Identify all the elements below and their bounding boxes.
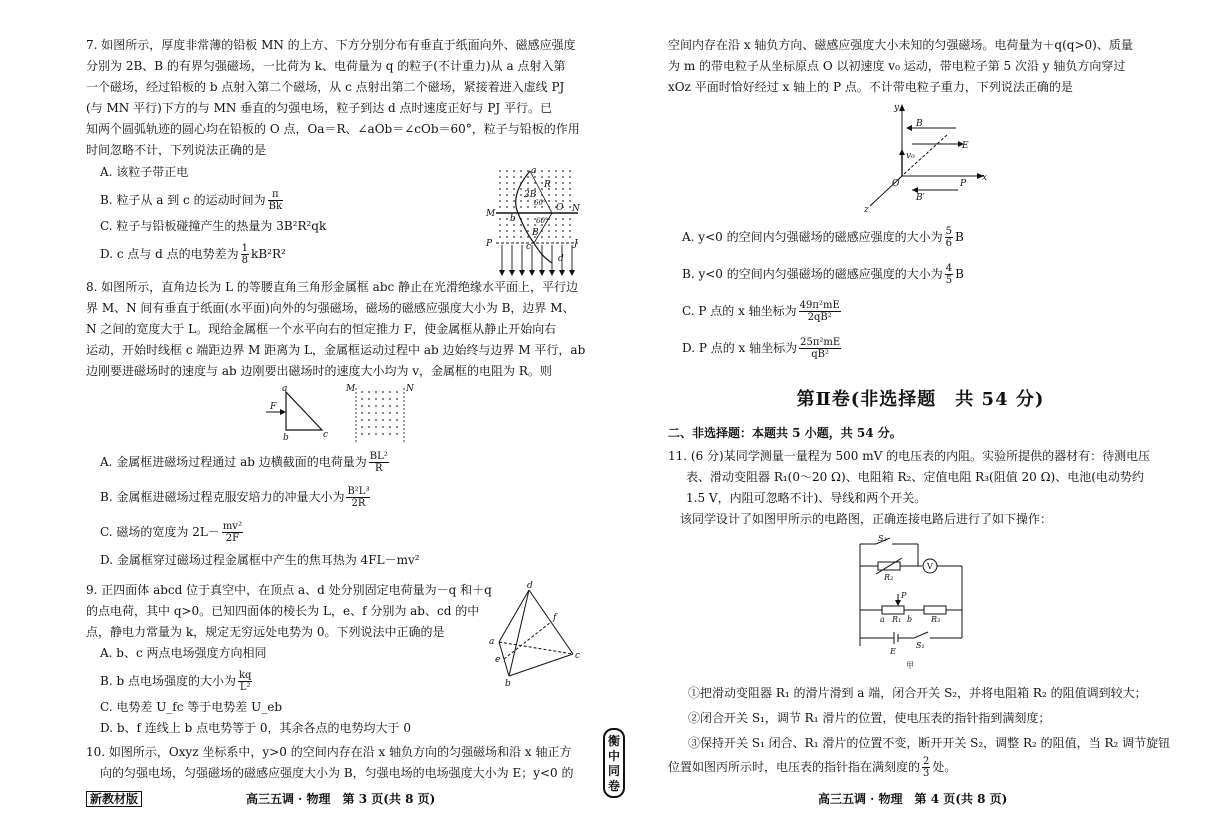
field-dot: [548, 236, 550, 238]
field-dot: [555, 230, 557, 232]
field-dot: [382, 433, 384, 435]
q11-last-text: 位置如图丙所示时，电压表的指针指在满刻度的: [668, 760, 921, 774]
field-dot: [506, 206, 508, 208]
field-dot: [520, 188, 522, 190]
q10-option-a-fraction: [945, 226, 953, 249]
field-dot: [541, 176, 543, 178]
field-dot: [513, 176, 515, 178]
q10-option-c-fraction: [799, 300, 841, 323]
field-dot: [375, 398, 377, 400]
q10-line: 10. 如图所示，Oxyz 坐标系中，y>0 的空间内存在沿 x 轴负方向的匀强磁场和沿 x 轴正方: [86, 745, 572, 759]
field-dot: [520, 236, 522, 238]
field-dot: [569, 230, 571, 232]
field-dot: [527, 170, 529, 172]
q8-option-c-fraction: [222, 521, 243, 544]
field-dot: [569, 200, 571, 202]
field-dot: [506, 218, 508, 220]
field-dot: [389, 398, 391, 400]
fig7-label-2b: 2B: [524, 190, 537, 200]
field-dot: [520, 200, 522, 202]
fig10-label-v0: v₀: [906, 151, 915, 161]
field-dot: [527, 182, 529, 184]
field-dot: [520, 206, 522, 208]
field-dot: [361, 426, 363, 428]
fig7-label-c: c: [526, 242, 532, 252]
fig7-label-b: b: [510, 214, 516, 224]
field-dot: [555, 170, 557, 172]
field-dot: [569, 224, 571, 226]
field-dot: [520, 176, 522, 178]
q7-line: 分别为 2B、B 的有界匀强磁场，一比荷为 k、电荷量为 q 的粒子(不计重力)从 a 点射入第: [86, 59, 566, 73]
fig8-label-a: a: [282, 384, 288, 394]
q9-option-a: A. b、c 两点电场强度方向相同: [100, 646, 267, 660]
field-dot: [368, 419, 370, 421]
field-dot: [555, 188, 557, 190]
numerator: 5: [945, 226, 952, 237]
field-dot: [513, 200, 515, 202]
q8-line: 边刚要进磁场时的速度与 ab 边刚要出磁场时的速度大小均为 v，金属框的电阻为 R。则: [86, 364, 552, 378]
field-dot: [562, 236, 564, 238]
field-dot: [569, 170, 571, 172]
field-dot: [506, 194, 508, 196]
field-dot: [527, 200, 529, 202]
q8-line: 运动，开始时线框 c 端距边界 M 距离为 L，金属框运动过程中 ab 边始终与边界 M 平行，ab: [86, 343, 586, 357]
field-dot: [513, 188, 515, 190]
fig9-label-e: e: [495, 655, 501, 665]
circuit-label-p: P: [901, 591, 907, 600]
q11-last-fraction: [922, 756, 930, 779]
field-dot: [506, 188, 508, 190]
field-dot: [396, 405, 398, 407]
field-dot: [513, 194, 515, 196]
denominator: 5: [945, 275, 953, 286]
circuit-label-b: b: [907, 615, 913, 624]
numerator: 4: [945, 263, 953, 274]
field-dot: [382, 405, 384, 407]
fig7-label-b-field: B: [532, 228, 539, 238]
field-dot: [375, 419, 377, 421]
field-dot: [541, 182, 543, 184]
q8-figure: [260, 382, 420, 444]
field-dot: [520, 230, 522, 232]
question-10: [86, 742, 586, 784]
section-title: 第Ⅱ卷(非选择题 共 54 分): [796, 389, 1045, 410]
field-dot: [396, 398, 398, 400]
publisher-seal: [603, 728, 625, 798]
field-dot: [534, 176, 536, 178]
field-dot: [513, 230, 515, 232]
voltmeter-label: V: [927, 562, 933, 571]
fig10-label-b: B: [916, 119, 923, 129]
field-dot: [555, 200, 557, 202]
q9-option-b-fraction: [238, 670, 252, 693]
fig8-label-c: c: [323, 430, 329, 440]
q10-option-c-text: C. P 点的 x 轴坐标为: [682, 304, 797, 318]
field-dot: [361, 405, 363, 407]
field-dot: [389, 419, 391, 421]
field-dots: [361, 391, 398, 435]
field-dot: [368, 405, 370, 407]
q10-cont-line: 为 m 的带电粒子从坐标原点 O 以初速度 v₀ 运动，带电粒子第 5 次沿 y 轴负方向穿过: [668, 59, 1126, 73]
denominator: 2F: [225, 533, 240, 544]
field-dot: [520, 224, 522, 226]
q7-line: 一个磁场，经过铅板的 b 点射入第二个磁场，从 c 点射出第二个磁场，紧接着进入虚线 PJ: [86, 80, 565, 94]
field-dot: [361, 398, 363, 400]
q9-tetrahedron-figure: [485, 580, 585, 688]
q10-option-b-suffix: B: [955, 267, 964, 281]
q7-option-a: A. 该粒子带正电: [100, 165, 189, 179]
field-dot: [361, 412, 363, 414]
numerator: 2: [923, 756, 930, 767]
field-dot: [548, 170, 550, 172]
field-dot: [389, 412, 391, 414]
field-dot: [520, 170, 522, 172]
field-dot: [396, 412, 398, 414]
field-dot: [499, 224, 501, 226]
field-dot: [555, 194, 557, 196]
field-dot: [499, 194, 501, 196]
q8-option-d: D. 金属框穿过磁场过程金属框中产生的焦耳热为 4FL－mv²: [100, 553, 420, 567]
fig10-label-z: z: [864, 205, 869, 214]
field-dot: [396, 419, 398, 421]
field-dot: [569, 182, 571, 184]
field-dot: [499, 230, 501, 232]
field-dot: [541, 188, 543, 190]
q7-option-d-fraction: [241, 243, 249, 266]
field-dot: [562, 200, 564, 202]
q11-last-line: [668, 756, 1173, 779]
q8-option-c-text: C. 磁场的宽度为 2L－: [100, 525, 220, 539]
fig10-label-x: x: [982, 173, 988, 183]
numerator: 1: [241, 243, 249, 254]
q10-option-c: [682, 300, 1187, 323]
fig10-label-y: y: [894, 103, 900, 113]
q11-step-2: ②闭合开关 S₁，调节 R₁ 滑片的位置，使电压表的指针指到满刻度；: [688, 711, 1051, 725]
fig9-label-a: a: [489, 637, 495, 647]
q8-option-b-text: B. 金属框进磁场过程克服安培力的冲量大小为: [100, 490, 345, 504]
q10-option-a: [682, 226, 1187, 249]
field-dot: [527, 224, 529, 226]
q10-cont-line: xOz 平面时恰好经过 x 轴上的 P 点。不计带电粒子重力，下列说法正确的是: [668, 80, 1073, 94]
field-dot: [569, 218, 571, 220]
denominator: 2R: [351, 498, 366, 509]
field-dot: [375, 412, 377, 414]
field-dot: [375, 405, 377, 407]
field-dot: [541, 236, 543, 238]
q8-options: [100, 451, 600, 571]
field-dot: [555, 176, 557, 178]
field-dot: [541, 170, 543, 172]
field-dot: [562, 218, 564, 220]
circuit-label-s1: S₁: [916, 641, 925, 650]
field-dot: [513, 170, 515, 172]
fig8-label-n: N: [406, 384, 414, 394]
field-dot: [513, 182, 515, 184]
field-dot: [368, 391, 370, 393]
circuit-caption: 甲: [906, 661, 914, 670]
field-dot: [506, 182, 508, 184]
q9-option-d: D. b、f 连线上 b 点电势等于 0，其余各点的电势均大于 0: [100, 721, 411, 735]
field-dot: [569, 194, 571, 196]
question-9: [86, 580, 506, 643]
question-10-continued: [668, 35, 1173, 98]
field-dot: [520, 194, 522, 196]
denominator: 8: [241, 255, 249, 266]
q8-option-c: [100, 521, 600, 544]
numerator: kq: [238, 670, 252, 681]
q8-line: 8. 如图所示，直角边长为 L 的等腰直角三角形金属框 abc 静止在光滑绝缘水平面上，平行边: [86, 280, 579, 294]
field-dot: [548, 230, 550, 232]
fig8-label-m: M: [346, 384, 356, 394]
field-dot: [569, 188, 571, 190]
q10-option-a-text: A. y<0 的空间内匀强磁场的磁感应强度的大小为: [682, 230, 943, 244]
fig10-label-b-prime: B′: [916, 193, 925, 203]
fig7-label-r: R: [544, 180, 551, 190]
denominator: 2qB²: [807, 312, 832, 323]
q9-line: 9. 正四面体 abcd 位于真空中，在顶点 a、d 处分别固定电荷量为－q 和＋q: [86, 583, 492, 597]
fig9-label-b: b: [505, 679, 511, 688]
denominator: L²: [239, 682, 251, 693]
field-dot: [555, 218, 557, 220]
q7-line: 7. 如图所示，厚度非常薄的铅板 MN 的上方、下方分别分布有垂直于纸面向外、磁感应强度: [86, 38, 576, 52]
q11-line: 1.5 V，内阻可忽略不计)、导线和两个开关。: [686, 491, 927, 505]
q10-line: 向的匀强电场，匀强磁场的磁感应强度大小为 B，匀强电场的电场强度大小为 E；y<0 的: [100, 766, 574, 780]
numerator: BL²: [369, 451, 388, 462]
denominator: 6: [945, 238, 952, 249]
q7-option-d-suffix: kB²R²: [251, 247, 286, 261]
q9-line: 的点电荷，其中 q>0。已知四面体的棱长为 L，e、f 分别为 ab、cd 的中: [86, 604, 480, 618]
field-dot: [527, 236, 529, 238]
field-dot: [361, 419, 363, 421]
denominator: qB²: [811, 349, 830, 360]
fig7-label-o: O: [556, 203, 564, 213]
q11-steps: [688, 682, 1173, 754]
fig10-label-o: O: [892, 179, 900, 189]
field-dot: [506, 224, 508, 226]
field-dot: [548, 194, 550, 196]
field-dot: [499, 236, 501, 238]
field-dot: [382, 391, 384, 393]
field-dot: [389, 433, 391, 435]
q7-figure: [482, 165, 582, 280]
q11-line: 表、滑动变阻器 R₁(0～20 Ω)、电阻箱 R₂、定值电阻 R₃(阻值 20 Ω)、电池(电动势约: [686, 470, 1144, 484]
field-dot: [499, 170, 501, 172]
field-dot: [499, 182, 501, 184]
q10-options: [682, 226, 1187, 360]
q8-option-b-fraction: [346, 486, 370, 509]
q10-coordinate-figure: [852, 102, 992, 214]
numerator: 25π²mE: [800, 337, 841, 348]
field-dot: [389, 405, 391, 407]
q10-option-b-fraction: [945, 263, 953, 286]
field-dot: [361, 391, 363, 393]
seal-text: 衡中同卷: [608, 734, 621, 793]
fig9-label-f: f: [553, 613, 557, 623]
field-dot: [499, 176, 501, 178]
field-dot: [555, 224, 557, 226]
field-dot: [368, 412, 370, 414]
q7-line: 时间忽略不计，下列说法正确的是: [86, 143, 267, 157]
field-dot: [555, 182, 557, 184]
q8-line: N 之间的宽度大于 L。现给金属框一个水平向右的恒定推力 F，使金属框从静止开始向右: [86, 322, 557, 336]
question-11: [668, 446, 1173, 530]
right-page-number: 高三五调 · 物理 第 4 页(共 8 页): [818, 792, 1008, 806]
left-page-number: 高三五调 · 物理 第 3 页(共 8 页): [246, 792, 436, 806]
field-dot: [375, 426, 377, 428]
fig8-label-f: F: [270, 402, 277, 412]
fig10-label-e: E: [962, 141, 969, 151]
field-dot: [382, 419, 384, 421]
field-dot: [548, 176, 550, 178]
q8-option-a-fraction: [369, 451, 389, 474]
q9-option-c: C. 电势差 U_fc 等于电势差 U_eb: [100, 700, 282, 714]
fig7-label-a: a: [531, 166, 537, 176]
q10-cont-line: 空间内存在沿 x 轴负方向、磁感应强度大小未知的匀强磁场。电荷量为＋q(q>0)、质量: [668, 38, 1133, 52]
field-dot: [389, 391, 391, 393]
section-subtitle: 二、非选择题：本题共 5 小题，共 54 分。: [668, 426, 902, 440]
q10-option-d-text: D. P 点的 x 轴坐标为: [682, 341, 798, 355]
circuit-label-e: E: [890, 647, 896, 656]
field-dot: [527, 206, 529, 208]
fig9-label-d: d: [527, 581, 533, 591]
field-dot: [389, 426, 391, 428]
q7-option-b-fraction: [268, 189, 283, 212]
q8-option-a-text: A. 金属框进磁场过程通过 ab 边横截面的电荷量为: [100, 455, 367, 469]
q9-options: [100, 643, 520, 739]
fig7-label-m: M: [486, 209, 496, 219]
field-dot: [569, 176, 571, 178]
q10-option-d-fraction: [799, 337, 841, 360]
field-dot: [506, 176, 508, 178]
q10-option-b-text: B. y<0 的空间内匀强磁场的磁感应强度的大小为: [682, 267, 943, 281]
numerator: 49π²mE: [799, 300, 840, 311]
fig7-label-angle2: 60°: [536, 217, 549, 225]
field-dot: [368, 398, 370, 400]
field-dot: [499, 218, 501, 220]
field-dot: [499, 188, 501, 190]
field-dot: [382, 398, 384, 400]
field-dot: [527, 230, 529, 232]
question-7: [86, 35, 586, 161]
fig7-label-angle1: 60°: [534, 199, 547, 207]
q11-line: 11. (6 分)某同学测量一量程为 500 mV 的电压表的内阻。实验所提供的器材有：待测电压: [668, 449, 1151, 463]
field-dot: [382, 426, 384, 428]
field-dot: [506, 170, 508, 172]
left-footer: [86, 790, 142, 807]
field-dot: [396, 433, 398, 435]
field-dot: [375, 391, 377, 393]
field-dot: [513, 206, 515, 208]
field-dot: [375, 433, 377, 435]
field-dot: [506, 200, 508, 202]
electric-field-arrowheads: [499, 270, 575, 276]
q7-option-b-text: B. 粒子从 a 到 c 的运动时间为: [100, 193, 266, 207]
field-dot: [527, 176, 529, 178]
q10-option-d: [682, 337, 1187, 360]
circuit-label-r3: R₃: [931, 615, 941, 624]
circuit-label-a: a: [880, 615, 885, 624]
field-dot: [555, 236, 557, 238]
question-8: [86, 277, 586, 382]
field-dot: [513, 224, 515, 226]
field-dot: [562, 230, 564, 232]
q9-option-b: [100, 670, 520, 693]
field-dot: [382, 412, 384, 414]
numerator: B²L³: [347, 486, 370, 497]
q7-option-d-text: D. c 点与 d 点的电势差为: [100, 247, 239, 261]
fig7-label-n: N: [572, 204, 580, 214]
q9-option-b-text: B. b 点电场强度的大小为: [100, 674, 236, 688]
q10-option-b: [682, 263, 1187, 286]
q7-option-c: C. 粒子与铅板碰撞产生的热量为 3B²R²qk: [100, 219, 327, 233]
field-dot: [368, 426, 370, 428]
numerator: mv²: [222, 521, 242, 532]
edition-badge: 新教材版: [86, 791, 142, 807]
q11-circuit-figure: [852, 534, 972, 672]
field-dot: [396, 426, 398, 428]
field-dot: [569, 206, 571, 208]
numerator: π: [268, 189, 283, 201]
circuit-label-s2: S₂: [878, 534, 887, 543]
field-dot: [562, 224, 564, 226]
denominator: Bk: [268, 201, 283, 212]
q7-line: (与 MN 平行)下方的与 MN 垂直的匀强电场，粒子到达 d 点时速度正好与 PJ 平行。已: [86, 101, 553, 115]
triangle-frame: [286, 392, 322, 430]
fig7-label-d: d: [558, 254, 564, 264]
fig9-label-c: c: [575, 651, 581, 661]
denominator: R: [375, 463, 383, 474]
fig7-label-p: P: [486, 239, 493, 249]
circuit-label-r1: R₁: [892, 615, 902, 624]
q10-option-a-suffix: B: [954, 230, 964, 244]
q11-last-suffix: 处。: [932, 760, 957, 774]
field-dot: [499, 200, 501, 202]
q8-option-b: [100, 486, 600, 509]
circuit-label-r2: R₂: [884, 573, 894, 582]
field-dot: [368, 433, 370, 435]
fig7-label-j: J: [574, 239, 578, 249]
q11-step-1: ①把滑动变阻器 R₁ 的滑片滑到 a 端，闭合开关 S₂，并将电阻箱 R₂ 的阻值调到较大；: [688, 686, 1147, 700]
field-dot: [562, 176, 564, 178]
fig8-label-b: b: [283, 433, 289, 443]
field-dot: [396, 391, 398, 393]
field-dot: [506, 236, 508, 238]
field-dot: [562, 194, 564, 196]
q8-option-a: [100, 451, 600, 474]
field-dot: [499, 206, 501, 208]
field-dot: [562, 188, 564, 190]
field-dot: [506, 230, 508, 232]
field-dot: [527, 218, 529, 220]
force-arrowhead: [280, 409, 286, 415]
q7-line: 知两个圆弧轨迹的圆心均在铅板的 O 点，Oa＝R、∠aOb＝∠cOb＝60°，粒子与铅板的作用: [86, 122, 580, 136]
denominator: 3: [923, 768, 930, 779]
field-dot: [562, 170, 564, 172]
q11-step-3: ③保持开关 S₁ 闭合、R₁ 滑片的位置不变，断开开关 S₂，调整 R₂ 的阻值，当 R₂ 调节旋钮: [688, 736, 1171, 750]
q8-line: 界 M、N 间有垂直于纸面(水平面)向外的匀强磁场，磁场的磁感应强度大小为 B，边界 M、: [86, 301, 575, 315]
fig10-label-p: P: [960, 179, 967, 189]
field-dot: [361, 433, 363, 435]
field-dot: [548, 200, 550, 202]
q11-line: 该同学设计了如图甲所示的电路图，正确连接电路后进行了如下操作：: [668, 512, 1053, 526]
q9-line: 点，静电力常量为 k，规定无穷远处电势为 0。下列说法中正确的是: [86, 625, 445, 639]
field-dot: [562, 182, 564, 184]
field-dot: [513, 236, 515, 238]
field-dot: [569, 236, 571, 238]
